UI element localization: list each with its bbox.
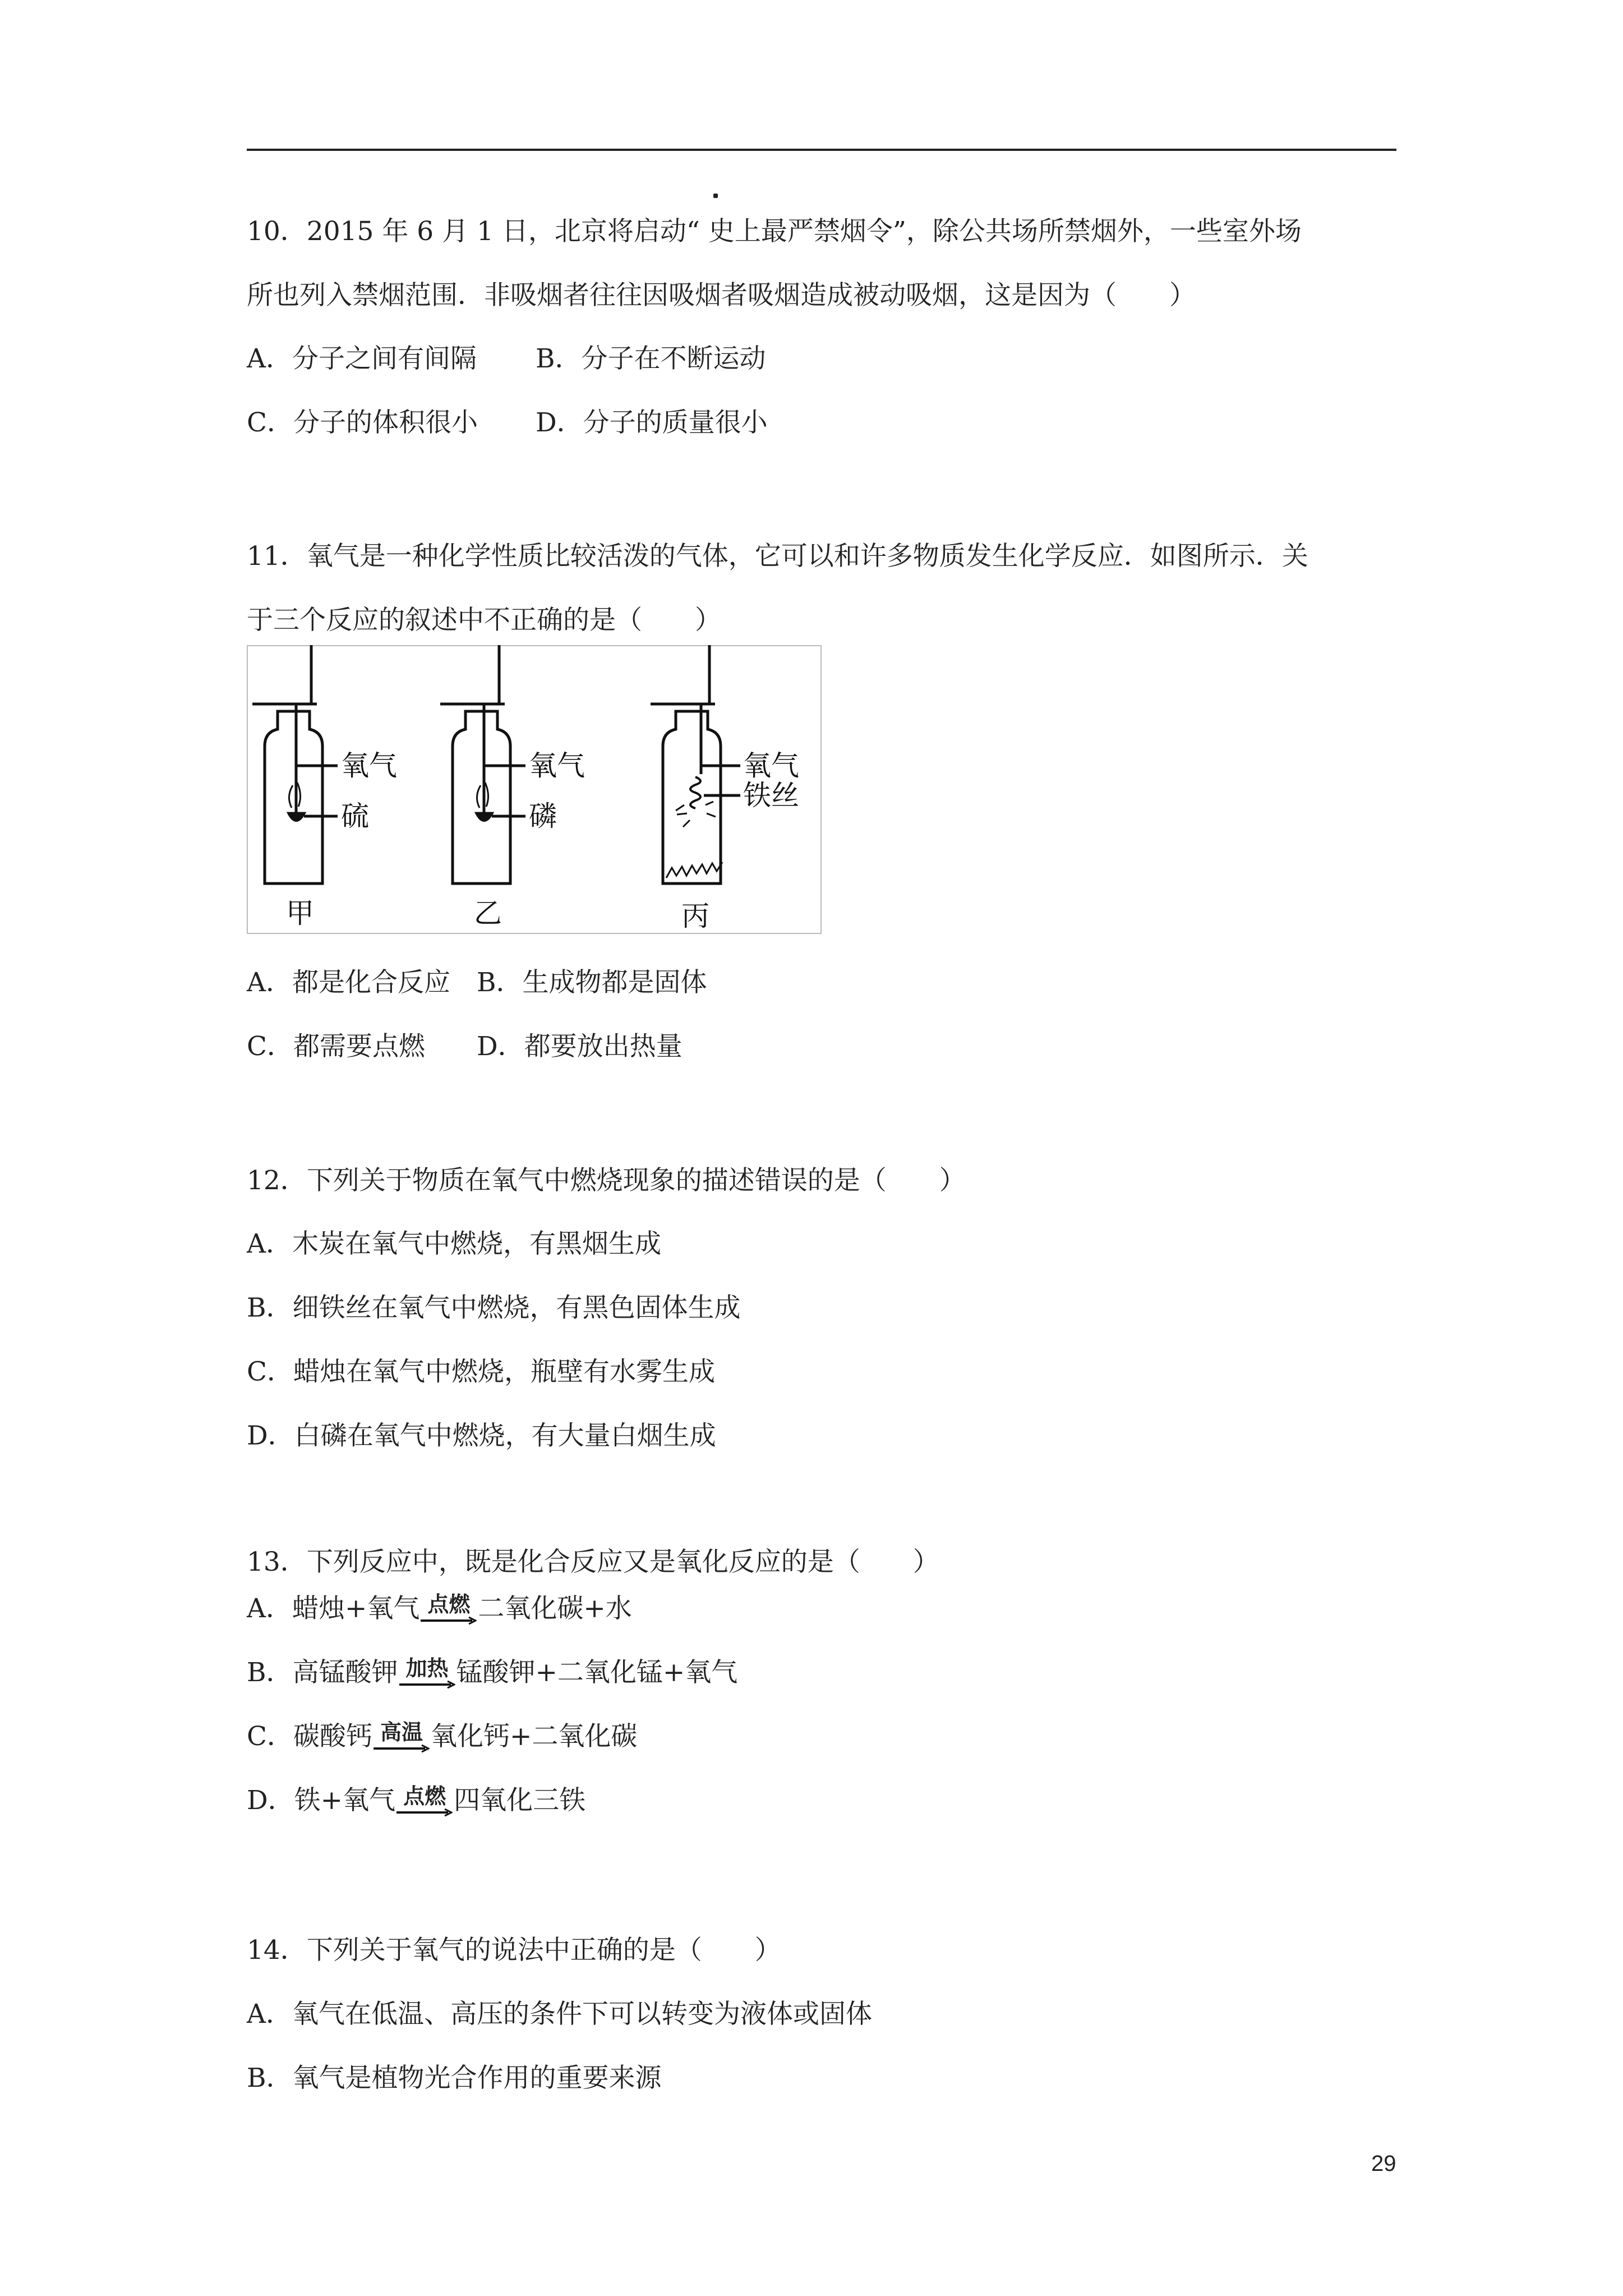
- q13-option-b: [247, 1656, 737, 1690]
- scan-mark: [713, 194, 718, 198]
- q12-option-b: B．细铁丝在氧气中燃烧，有黑色固体生成: [247, 1292, 741, 1323]
- q13-option-c-products: 氧化钙+二氧化碳: [430, 1721, 638, 1752]
- q11-option-d: D．都要放出热量: [477, 1031, 683, 1062]
- jar2-substance-label: 磷: [529, 800, 557, 832]
- q11-option-c: C．都需要点燃: [247, 1031, 425, 1062]
- jar3-name-label: 丙: [681, 900, 709, 932]
- jar2-gas-label: 氧气: [529, 749, 585, 782]
- jar3-substance-label: 铁丝: [743, 779, 799, 812]
- q12-option-c: C．蜡烛在氧气中燃烧，瓶壁有水雾生成: [247, 1356, 715, 1387]
- q13-option-c: [247, 1720, 637, 1754]
- q13-option-d-reactants: D．铁+氧气: [247, 1785, 396, 1816]
- reaction-arrow-icon: [396, 1807, 453, 1818]
- reaction-arrow-icon: [374, 1743, 430, 1754]
- q13-option-a-arrow: [421, 1593, 477, 1626]
- q13-option-c-reactants: C．碳酸钙: [247, 1721, 372, 1752]
- q13-option-a-condition: 点燃: [427, 1592, 471, 1617]
- q10-option-a: A．分子之间有间隔: [247, 343, 477, 374]
- q10-option-c: C．分子的体积很小: [247, 407, 478, 438]
- q14-option-a: A．氧气在低温、高压的条件下可以转变为液体或固体: [247, 1999, 872, 2030]
- q13-option-c-condition: 高温: [380, 1720, 423, 1745]
- reaction-arrow-icon: [421, 1616, 477, 1626]
- q14-stem: 14．下列关于氧气的说法中正确的是（ ）: [247, 1935, 781, 1966]
- header-rule: [247, 149, 1396, 151]
- q13-option-d: [247, 1784, 585, 1818]
- q10-stem-line1: 10．2015 年 6 月 1 日，北京将启动“ 史上最严禁烟令”，除公共场所禁烟外，一些室外场: [247, 216, 1302, 247]
- q12-option-a: A．木炭在氧气中燃烧，有黑烟生成: [247, 1228, 661, 1259]
- jar1-substance-label: 硫: [341, 800, 369, 832]
- page-number: 29: [1371, 2151, 1396, 2176]
- q13-option-d-condition: 点燃: [403, 1784, 446, 1809]
- jar1-gas-label: 氧气: [341, 749, 397, 782]
- q13-option-a: [247, 1592, 632, 1626]
- q13-option-c-arrow: [374, 1721, 430, 1754]
- q13-option-a-products: 二氧化碳+水: [478, 1593, 632, 1624]
- q11-stem-line1: 11．氧气是一种化学性质比较活泼的气体，它可以和许多物质发生化学反应．如图所示．关: [247, 541, 1308, 572]
- q11-option-b: B．生成物都是固体: [477, 967, 707, 998]
- combustion-jars-figure: [247, 645, 822, 934]
- q10-option-b: B．分子在不断运动: [536, 343, 766, 374]
- q13-option-b-products: 锰酸钾+二氧化锰+氧气: [456, 1657, 738, 1688]
- reaction-arrow-icon: [399, 1680, 455, 1690]
- q13-stem: 13．下列反应中，既是化合反应又是氧化反应的是（ ）: [247, 1547, 939, 1577]
- jar1-name-label: 甲: [286, 897, 314, 930]
- q10-stem-line2: 所也列入禁烟范围．非吸烟者往往因吸烟者吸烟造成被动吸烟，这是因为（ ）: [247, 280, 1196, 311]
- q12-stem: 12．下列关于物质在氧气中燃烧现象的描述错误的是（ ）: [247, 1165, 966, 1196]
- jar3-gas-label: 氧气: [743, 749, 799, 782]
- q11-option-a: A．都是化合反应: [247, 967, 450, 998]
- q13-option-d-arrow: [396, 1785, 453, 1818]
- q13-option-a-reactants: A．蜡烛+氧气: [247, 1593, 420, 1624]
- q13-option-b-reactants: B．高锰酸钾: [247, 1657, 398, 1688]
- q13-option-b-condition: 加热: [405, 1656, 449, 1681]
- q10-option-d: D．分子的质量很小: [536, 407, 768, 438]
- q14-option-b: B．氧气是植物光合作用的重要来源: [247, 2063, 662, 2093]
- q12-option-d: D．白磷在氧气中燃烧，有大量白烟生成: [247, 1420, 716, 1451]
- q13-option-b-arrow: [399, 1657, 455, 1690]
- q11-stem-line2: 于三个反应的叙述中不正确的是（ ）: [247, 605, 721, 636]
- q13-option-d-products: 四氧化三铁: [454, 1785, 586, 1816]
- jar2-name-label: 乙: [474, 897, 502, 930]
